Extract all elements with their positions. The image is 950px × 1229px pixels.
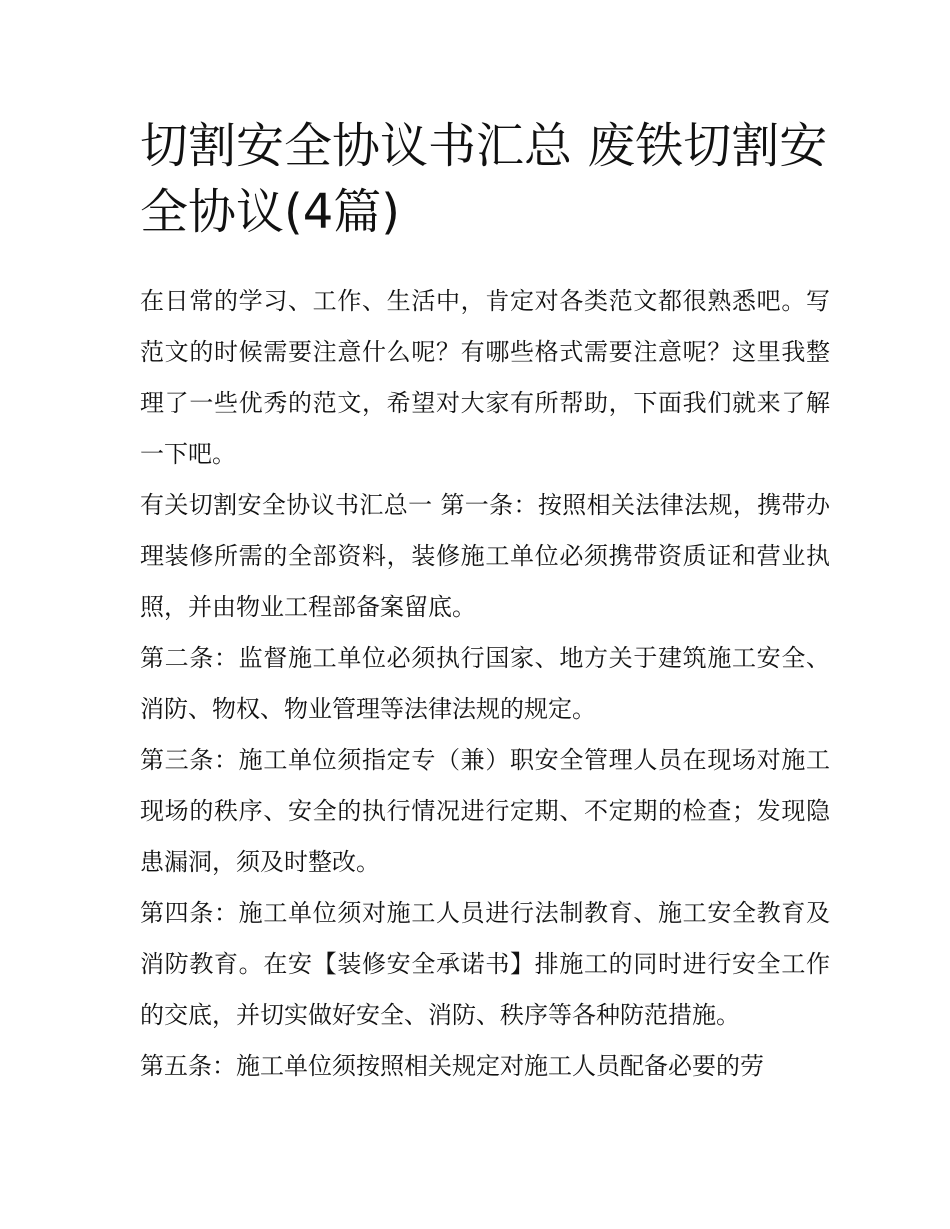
article-2-paragraph: 第二条：监督施工单位必须执行国家、地方关于建筑施工安全、消防、物权、物业管理等法律法规的规定。 — [140, 644, 830, 723]
article-3-paragraph: 第三条：施工单位须指定专（兼）职安全管理人员在现场对施工现场的秩序、安全的执行情况进行定期、不定期的检查；发现隐患漏洞，须及时整改。 — [140, 746, 830, 876]
article-5-paragraph: 第五条：施工单位须按照相关规定对施工人员配备必要的劳 — [140, 1052, 764, 1080]
article-4-paragraph: 第四条：施工单位须对施工人员进行法制教育、施工安全教育及消防教育。在安【装修安全承诺书】排施工的同时进行安全工作的交底，并切实做好安全、消防、秩序等各种防范措施。 — [140, 899, 830, 1029]
document-body — [140, 276, 830, 1092]
article-1-paragraph: 有关切割安全协议书汇总一 第一条：按照相关法律法规，携带办理装修所需的全部资料，装修施工单位必须携带资质证和营业执照，并由物业工程部备案留底。 — [140, 491, 830, 621]
document-title: 切割安全协议书汇总 废铁切割安全协议(4篇) — [140, 118, 828, 240]
intro-paragraph: 在日常的学习、工作、生活中，肯定对各类范文都很熟悉吧。写范文的时候需要注意什么呢？有哪些格式需要注意呢？这里我整理了一些优秀的范文，希望对大家有所帮助，下面我们就来了解一下吧。 — [140, 287, 830, 468]
